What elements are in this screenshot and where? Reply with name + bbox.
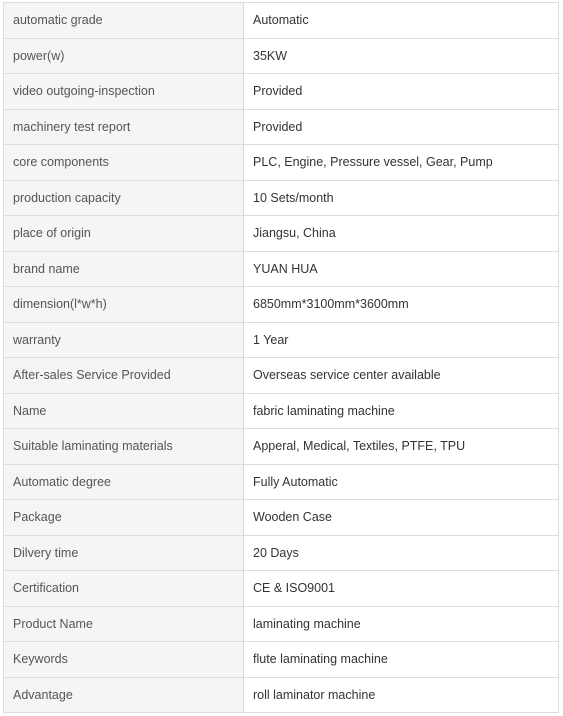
spec-value: 1 Year (244, 322, 559, 358)
spec-label: brand name (4, 251, 244, 287)
spec-label: Keywords (4, 642, 244, 678)
spec-label: production capacity (4, 180, 244, 216)
spec-value: Overseas service center available (244, 358, 559, 394)
spec-row (4, 429, 559, 465)
spec-row (4, 642, 559, 678)
spec-row (4, 500, 559, 536)
spec-label: Advantage (4, 677, 244, 713)
spec-label: automatic grade (4, 3, 244, 39)
spec-label: Suitable laminating materials (4, 429, 244, 465)
spec-row (4, 677, 559, 713)
spec-value: 20 Days (244, 535, 559, 571)
spec-row (4, 606, 559, 642)
spec-label: power(w) (4, 38, 244, 74)
spec-label: Name (4, 393, 244, 429)
spec-row (4, 393, 559, 429)
spec-value: 6850mm*3100mm*3600mm (244, 287, 559, 323)
spec-row (4, 180, 559, 216)
spec-row (4, 251, 559, 287)
spec-label: Dilvery time (4, 535, 244, 571)
spec-label: Product Name (4, 606, 244, 642)
spec-label: place of origin (4, 216, 244, 252)
spec-row (4, 535, 559, 571)
spec-row (4, 3, 559, 39)
spec-label: dimension(l*w*h) (4, 287, 244, 323)
spec-value: flute laminating machine (244, 642, 559, 678)
spec-label: Package (4, 500, 244, 536)
spec-label: core components (4, 145, 244, 181)
spec-value: CE & ISO9001 (244, 571, 559, 607)
spec-value: Provided (244, 74, 559, 110)
spec-label: machinery test report (4, 109, 244, 145)
spec-value: Apperal, Medical, Textiles, PTFE, TPU (244, 429, 559, 465)
spec-label: After-sales Service Provided (4, 358, 244, 394)
spec-table (3, 2, 559, 713)
spec-row (4, 571, 559, 607)
spec-value: roll laminator machine (244, 677, 559, 713)
spec-row (4, 287, 559, 323)
spec-value: laminating machine (244, 606, 559, 642)
spec-row (4, 109, 559, 145)
spec-value: fabric laminating machine (244, 393, 559, 429)
spec-value: Wooden Case (244, 500, 559, 536)
spec-value: PLC, Engine, Pressure vessel, Gear, Pump (244, 145, 559, 181)
spec-row (4, 38, 559, 74)
spec-value: Provided (244, 109, 559, 145)
spec-row (4, 145, 559, 181)
spec-label: warranty (4, 322, 244, 358)
spec-row (4, 322, 559, 358)
spec-label: Automatic degree (4, 464, 244, 500)
spec-table-body (4, 3, 559, 713)
spec-value: Automatic (244, 3, 559, 39)
spec-row (4, 74, 559, 110)
spec-row (4, 216, 559, 252)
spec-value: Jiangsu, China (244, 216, 559, 252)
spec-value: YUAN HUA (244, 251, 559, 287)
spec-row (4, 358, 559, 394)
spec-value: Fully Automatic (244, 464, 559, 500)
spec-row (4, 464, 559, 500)
spec-label: Certification (4, 571, 244, 607)
spec-label: video outgoing-inspection (4, 74, 244, 110)
spec-value: 35KW (244, 38, 559, 74)
spec-value: 10 Sets/month (244, 180, 559, 216)
